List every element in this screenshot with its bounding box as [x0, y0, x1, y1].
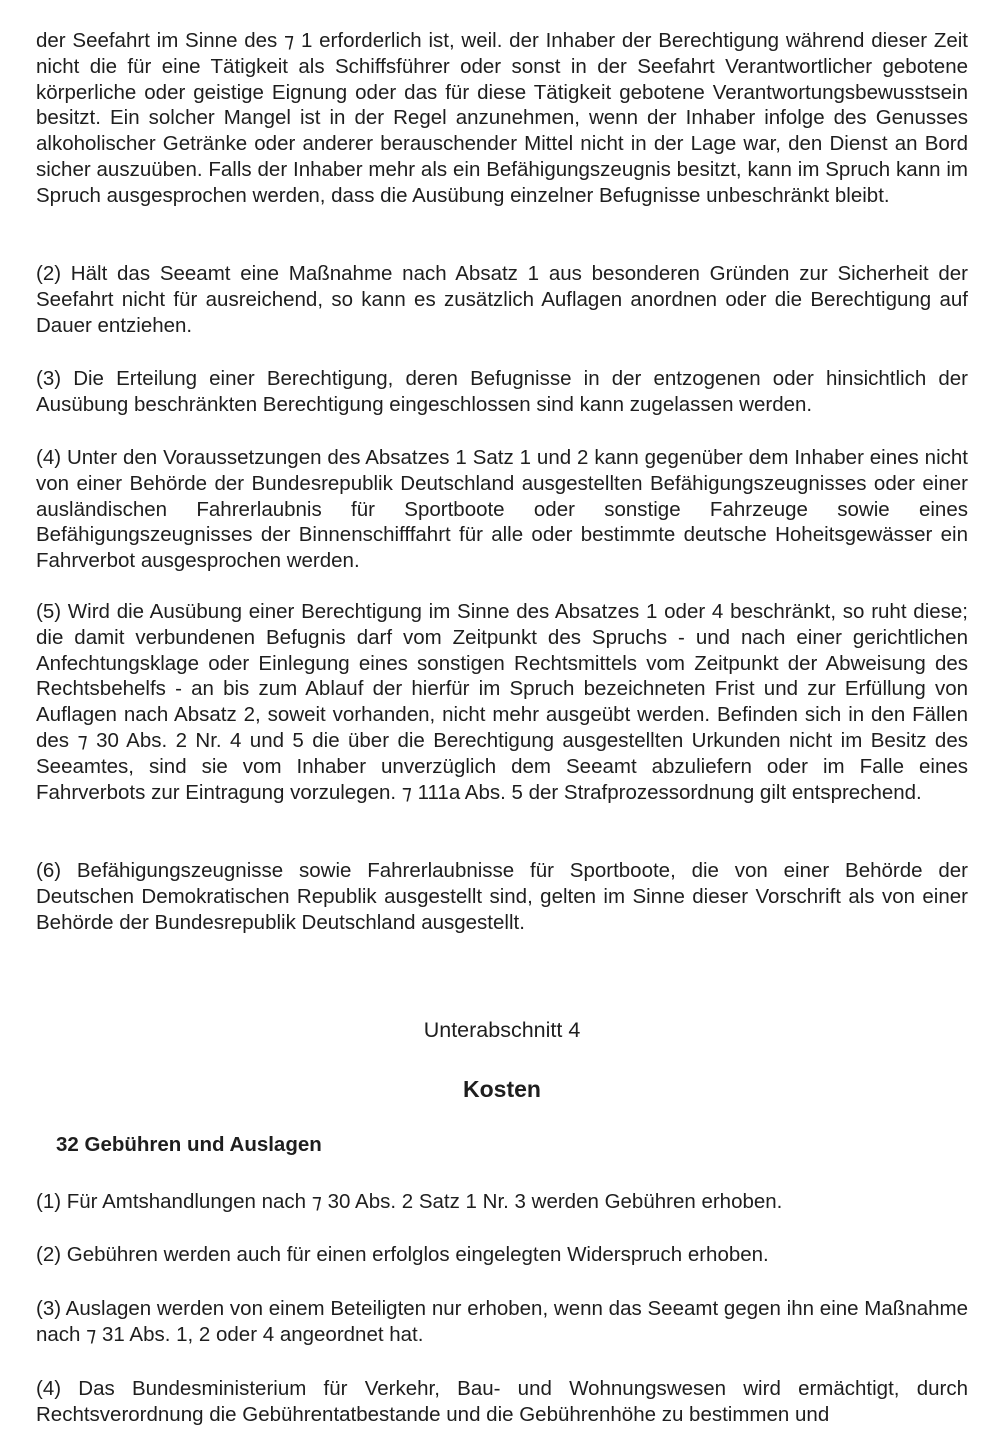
section-title: 32 Gebühren und Auslagen — [56, 1133, 322, 1156]
paragraph-6: (6) Befähigungszeugnisse sowie Fahrerlaubnisse für Sportboote, die von einer Behörde der Deutschen Demokratischen Republik ausgestellt sind, gelten im Sinne dieser Vorschrift als von einer Behörde der Bundesrepublik Deutschland ausgestellt. — [36, 859, 968, 934]
paragraph-2: (2) Hält das Seeamt eine Maßnahme nach Absatz 1 aus besonderen Gründen zur Sicherheit der Seefahrt nicht für ausreichend, so kann es zusätzlich Auflagen anordnen oder die Berechtigung auf Dauer entziehen. — [36, 262, 968, 337]
section-heading: Kosten — [463, 1076, 541, 1102]
costs-paragraph-4: (4) Das Bundesministerium für Verkehr, Bau- und Wohnungswesen wird ermächtigt, durch Rechtsverordnung die Gebührentatbestande und die Gebührenhöhe zu bestimmen und — [36, 1377, 968, 1426]
costs-paragraph-2: (2) Gebühren werden auch für einen erfolglos eingelegten Widerspruch erhoben. — [36, 1243, 769, 1266]
costs-paragraph-1: (1) Für Amtshandlungen nach ⁊ 30 Abs. 2 Satz 1 Nr. 3 werden Gebühren erhoben. — [36, 1190, 783, 1213]
paragraph-5: (5) Wird die Ausübung einer Berechtigung im Sinne des Absatzes 1 oder 4 beschränkt, so ruht diese; die damit verbundenen Befugnis darf vom Zeitpunkt des Spruchs - und nach einer gerichtlichen Anfechtungsklage oder Einlegung eines sonstigen Rechtsmittels vom Zeitpunkt der Abweisung des Rechtsbehelfs - an bis zum Ablauf der hierfür im Spruch bezeichneten Frist und zur Erfüllung von Auflagen nach Absatz 2, soweit vorhanden, nicht mehr ausgeübt werden. Befinden sich in den Fällen des ⁊ 30 Abs. 2 Nr. 4 und 5 die über die Berechtigung ausgestellten Urkunden nicht im Besitz des Seeamtes, sind sie vom Inhaber unverzüglich dem Seeamt abzuliefern oder im Falle eines Fahrverbots zur Eintragung vorzulegen. ⁊ 111a Abs. 5 der Strafprozessordnung gilt entsprechend. — [36, 600, 968, 804]
paragraph-continued: der Seefahrt im Sinne des ⁊ 1 erforderlich ist, weil. der Inhaber der Berechtigung während dieser Zeit nicht die für eine Tätigkeit als Schiffsführer oder sonst in der Seefahrt Verantwortlicher gebotene körperliche oder geistige Eignung oder das für diese Tätigkeit gebotene Verantwortungsbewusstsein besitzt. Ein solcher Mangel ist in der Regel anzunehmen, wenn der Inhaber infolge des Genusses alkoholischer Getränke oder anderer berauschender Mittel nicht in der Lage war, den Dienst an Bord sicher auszuüben. Falls der Inhaber mehr als ein Befähigungszeugnis besitzt, kann im Spruch kann im Spruch ausgesprochen werden, dass die Ausübung einzelner Befugnisse unbeschränkt bleibt. — [36, 29, 968, 207]
paragraph-4: (4) Unter den Voraussetzungen des Absatzes 1 Satz 1 und 2 kann gegenüber dem Inhaber eines nicht von einer Behörde der Bundesrepublik Deutschland ausgestellten Befähigungszeugnisses oder einer ausländischen Fahrerlaubnis für Sportboote oder sonstige Fahrzeuge sowie eines Befähigungszeugnisses der Binnenschifffahrt für alle oder bestimmte deutsche Hoheitsgewässer ein Fahrverbot ausgesprochen werden. — [36, 446, 968, 573]
costs-paragraph-3: (3) Auslagen werden von einem Beteiligten nur erhoben, wenn das Seeamt gegen ihn eine Maßnahme nach ⁊ 31 Abs. 1, 2 oder 4 angeordnet hat. — [36, 1297, 968, 1346]
paragraph-3: (3) Die Erteilung einer Berechtigung, deren Befugnisse in der entzogenen oder hinsichtlich der Ausübung beschränkten Berechtigung eingeschlossen sind kann zugelassen werden. — [36, 367, 968, 416]
subsection-label: Unterabschnitt 4 — [423, 1018, 581, 1042]
